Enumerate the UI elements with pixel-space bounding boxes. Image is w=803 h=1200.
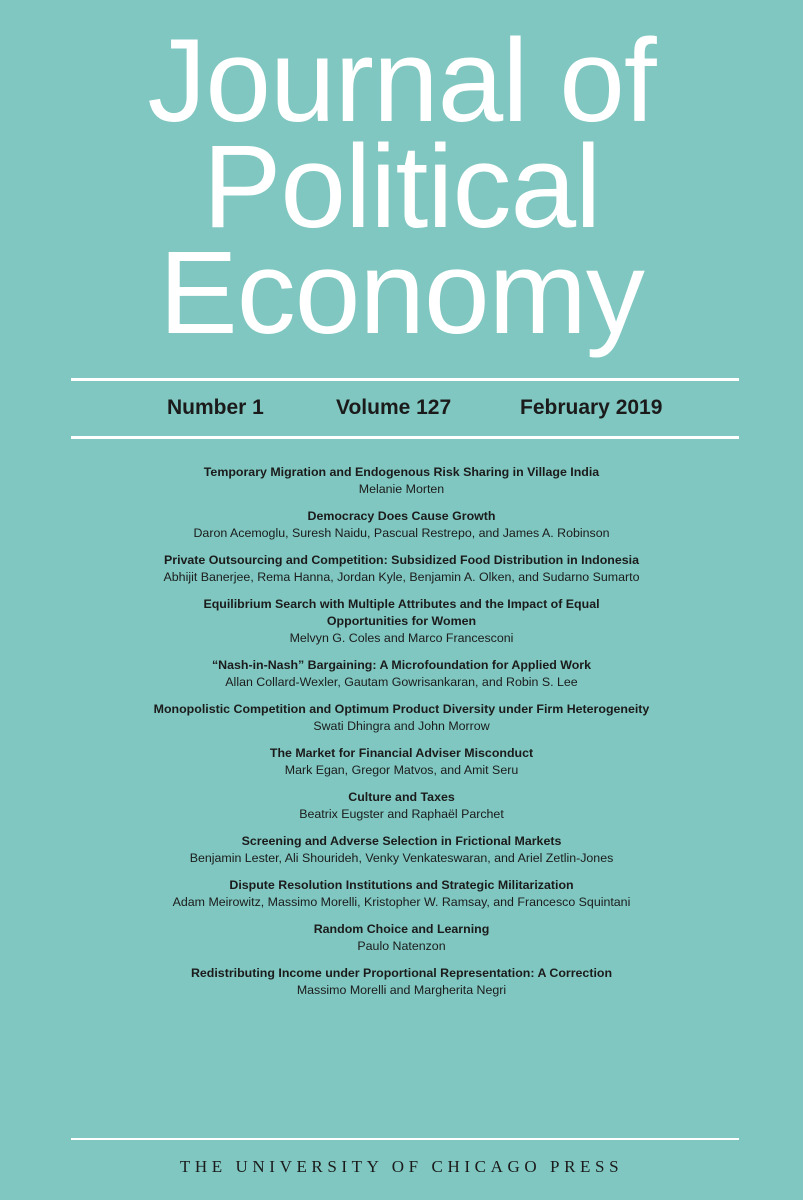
article-title: Democracy Does Cause Growth bbox=[307, 509, 496, 523]
article-entry bbox=[0, 701, 803, 735]
article-title: Temporary Migration and Endogenous Risk Sharing in Village India bbox=[203, 465, 600, 479]
article-title: Screening and Adverse Selection in Frictional Markets bbox=[241, 834, 562, 848]
article-authors: Allan Collard-Wexler, Gautam Gowrisankaran, and Robin S. Lee bbox=[225, 675, 578, 689]
middle-divider bbox=[71, 436, 739, 439]
journal-title-line-3: Economy bbox=[159, 227, 644, 359]
article-authors: Benjamin Lester, Ali Shourideh, Venky Venkateswaran, and Ariel Zetlin-Jones bbox=[189, 851, 614, 865]
article-title: Private Outsourcing and Competition: Subsidized Food Distribution in Indonesia bbox=[164, 553, 639, 567]
issue-volume: Volume 127 bbox=[336, 396, 452, 419]
journal-title-line-1: Journal of bbox=[147, 15, 656, 147]
article-title: “Nash-in-Nash” Bargaining: A Microfoundation for Applied Work bbox=[211, 658, 592, 672]
issue-info bbox=[0, 396, 803, 426]
table-of-contents bbox=[0, 464, 803, 1009]
article-authors: Beatrix Eugster and Raphaël Parchet bbox=[299, 807, 504, 821]
journal-title-line-2: Political bbox=[202, 121, 601, 253]
article-title: Culture and Taxes bbox=[348, 790, 455, 804]
article-entry bbox=[0, 965, 803, 999]
article-title: Equilibrium Search with Multiple Attributes and the Impact of Equal Opportunities for Women bbox=[203, 597, 600, 628]
article-authors: Adam Meirowitz, Massimo Morelli, Kristopher W. Ramsay, and Francesco Squintani bbox=[172, 895, 631, 909]
bottom-divider bbox=[71, 1138, 739, 1140]
article-authors: Massimo Morelli and Margherita Negri bbox=[296, 983, 507, 997]
article-authors: Melanie Morten bbox=[358, 482, 445, 496]
article-entry bbox=[0, 877, 803, 911]
article-authors: Mark Egan, Gregor Matvos, and Amit Seru bbox=[284, 763, 519, 777]
article-entry bbox=[0, 596, 803, 647]
article-title: Redistributing Income under Proportional Representation: A Correction bbox=[190, 966, 613, 980]
issue-number: Number 1 bbox=[167, 396, 264, 419]
article-title: Random Choice and Learning bbox=[313, 922, 490, 936]
article-entry bbox=[0, 552, 803, 586]
article-entry bbox=[0, 657, 803, 691]
article-entry bbox=[0, 921, 803, 955]
publisher-name: THE UNIVERSITY OF CHICAGO PRESS bbox=[179, 1157, 624, 1176]
journal-title bbox=[0, 15, 803, 359]
top-divider bbox=[71, 378, 739, 381]
article-title: Monopolistic Competition and Optimum Product Diversity under Firm Heterogeneity bbox=[153, 702, 650, 716]
article-authors: Swati Dhingra and John Morrow bbox=[313, 719, 490, 733]
article-authors: Melvyn G. Coles and Marco Francesconi bbox=[289, 631, 514, 645]
article-authors: Abhijit Banerjee, Rema Hanna, Jordan Kyle, Benjamin A. Olken, and Sudarno Sumarto bbox=[163, 570, 640, 584]
article-title: Dispute Resolution Institutions and Strategic Militarization bbox=[229, 878, 574, 892]
article-entry bbox=[0, 508, 803, 542]
article-title: The Market for Financial Adviser Misconduct bbox=[269, 746, 534, 760]
article-authors: Paulo Natenzon bbox=[357, 939, 446, 953]
article-entry bbox=[0, 789, 803, 823]
article-entry bbox=[0, 464, 803, 498]
article-entry bbox=[0, 745, 803, 779]
issue-date: February 2019 bbox=[520, 396, 663, 419]
article-entry bbox=[0, 833, 803, 867]
article-authors: Daron Acemoglu, Suresh Naidu, Pascual Restrepo, and James A. Robinson bbox=[193, 526, 610, 540]
